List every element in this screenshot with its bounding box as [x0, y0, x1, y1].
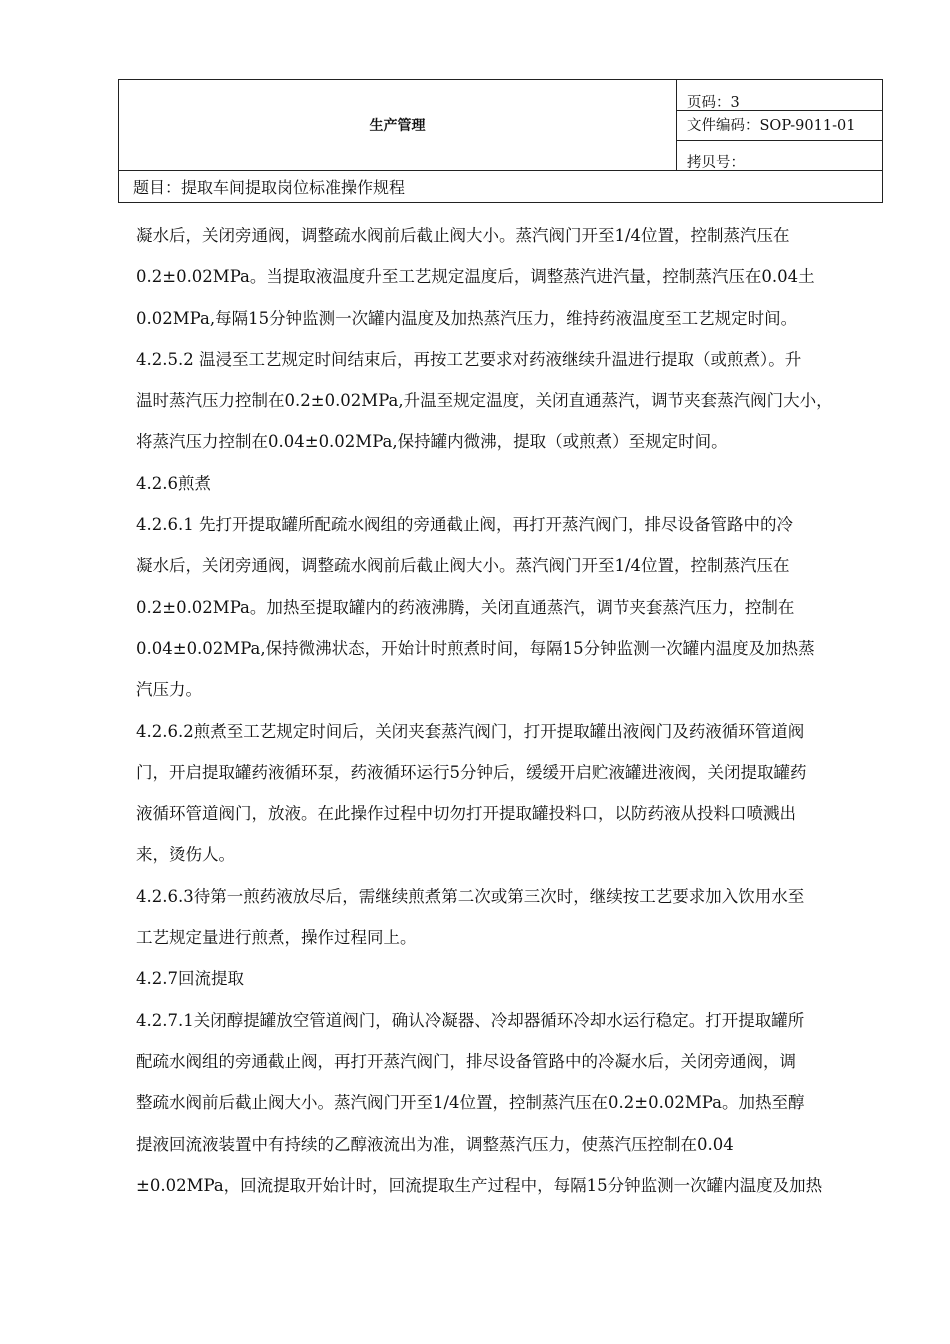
- body-line: 凝水后，关闭旁通阀，调整疏水阀前后截止阀大小。蒸汽阀门开至1/4位置，控制蒸汽压在: [136, 556, 790, 576]
- body-line: ±0.02MPa，回流提取开始计时，回流提取生产过程中，每隔15分钟监测一次罐内温度及加热: [136, 1175, 823, 1195]
- body-line: 来，烫伤人。: [136, 845, 235, 865]
- body-line: 提液回流液装置中有持续的乙醇液流出为准，调整蒸汽压力，使蒸汽压控制在0.04: [136, 1134, 734, 1154]
- document-header-table: [118, 79, 883, 203]
- body-line: 0.02MPa,每隔15分钟监测一次罐内温度及加热蒸汽压力，维持药液温度至工艺规定时间。: [136, 308, 798, 328]
- page-number: 页码：3: [677, 80, 882, 111]
- body-line: 工艺规定量进行煎煮，操作过程同上。: [136, 928, 417, 948]
- body-line: 配疏水阀组的旁通截止阀，再打开蒸汽阀门，排尽设备管路中的冷凝水后，关闭旁通阀，调: [136, 1051, 796, 1071]
- body-line: 汽压力。: [136, 680, 202, 700]
- body-line: 将蒸汽压力控制在0.04±0.02MPa,保持罐内微沸，提取（或煎煮）至规定时间。: [136, 432, 728, 452]
- body-line: 0.2±0.02MPa。加热至提取罐内的药液沸腾，关闭直通蒸汽，调节夹套蒸汽压力，控制在: [136, 597, 795, 617]
- body-line: 门，开启提取罐药液循环泵，药液循环运行5分钟后，缓缓开启贮液罐进液阀，关闭提取罐药: [136, 762, 807, 782]
- document-code: 文件编码：SOP-9011-01: [677, 111, 882, 141]
- body-line: 液循环管道阀门，放液。在此操作过程中切勿打开提取罐投料口，以防药液从投料口喷溅出: [136, 804, 796, 824]
- document-body: [136, 215, 896, 1206]
- body-line: 0.2±0.02MPa。当提取液温度升至工艺规定温度后，调整蒸汽进汽量，控制蒸汽压在0.04土: [136, 267, 815, 287]
- department-cell: [119, 80, 677, 170]
- document-info-cells: [677, 80, 882, 170]
- copy-number: 拷贝号：: [687, 155, 745, 171]
- section-heading: 4.2.7回流提取: [136, 969, 244, 989]
- body-line: 4.2.6.2煎煮至工艺规定时间后，关闭夹套蒸汽阀门，打开提取罐出液阀门及药液循环管道阀: [136, 721, 805, 741]
- body-line: 4.2.6.3待第一煎药液放尽后，需继续煎煮第二次或第三次时，继续按工艺要求加入饮用水至: [136, 886, 805, 906]
- body-line: 4.2.5.2 温浸至工艺规定时间结束后，再按工艺要求对药液继续升温进行提取（或煎煮）。升: [136, 349, 802, 369]
- body-line: 0.04±0.02MPa,保持微沸状态，开始计时煎煮时间，每隔15分钟监测一次罐内温度及加热蒸: [136, 638, 815, 658]
- body-line: 4.2.6.1 先打开提取罐所配疏水阀组的旁通截止阀，再打开蒸汽阀门，排尽设备管路中的冷: [136, 515, 793, 535]
- body-line: 凝水后，关闭旁通阀，调整疏水阀前后截止阀大小。蒸汽阀门开至1/4位置，控制蒸汽压在: [136, 226, 790, 245]
- department-title: 生产管理: [369, 118, 426, 134]
- body-line: 4.2.7.1关闭醇提罐放空管道阀门，确认冷凝器、冷却器循环冷却水运行稳定。打开提取罐所: [136, 1010, 805, 1030]
- body-line: 整疏水阀前后截止阀大小。蒸汽阀门开至1/4位置，控制蒸汽压在0.2±0.02MPa。加热至醇: [136, 1093, 805, 1113]
- body-line: 温时蒸汽压力控制在0.2±0.02MPa,升温至规定温度，关闭直通蒸汽，调节夹套蒸汽阀门大小，: [136, 391, 833, 411]
- section-heading: 4.2.6煎煮: [136, 473, 211, 493]
- document-subject: 题目：提取车间提取岗位标准操作规程: [119, 170, 882, 202]
